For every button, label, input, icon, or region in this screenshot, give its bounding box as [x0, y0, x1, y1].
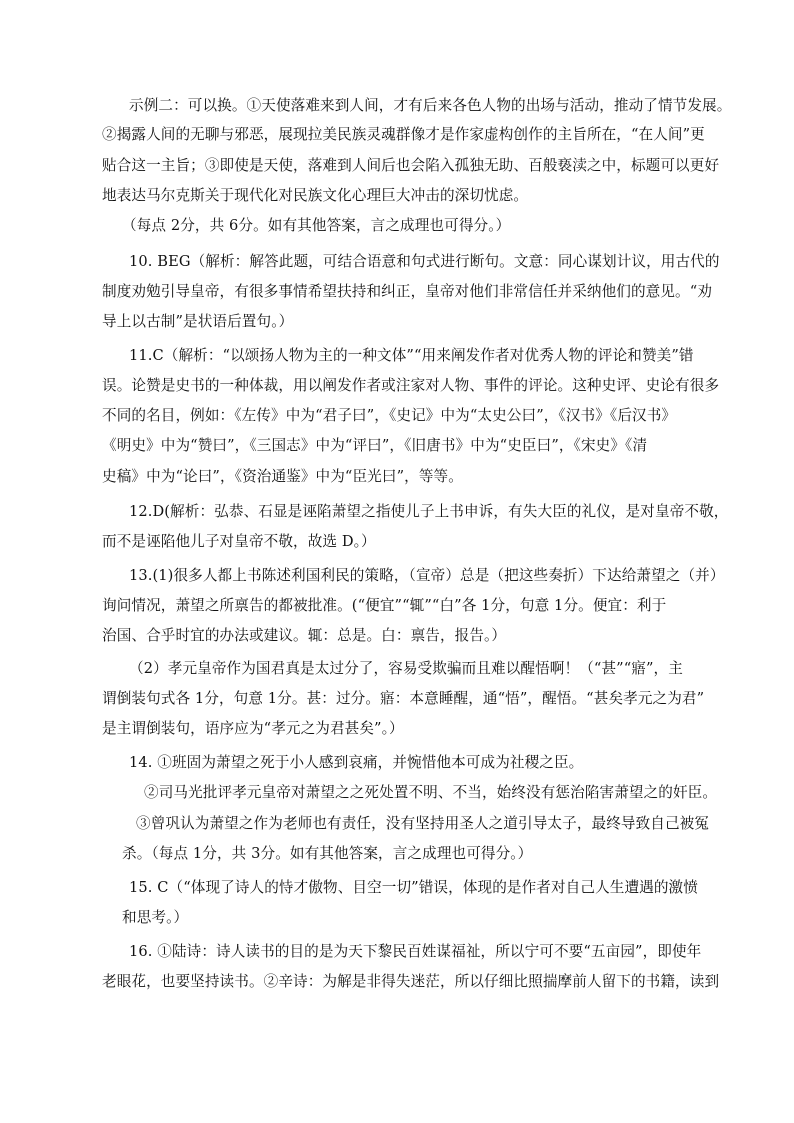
text-line: 16. ①陆诗：诗人读书的目的是为天下黎民百姓谋福祉，所以宁可不要“五亩园”，即使年: [129, 943, 702, 960]
text-line: 谓倒装句式各 1分，句意 1分。甚：过分。寤：本意睡醒，通“悟”，醒悟。“甚矣孝元之为君”: [102, 690, 705, 707]
text-line: 地表达马尔克斯关于现代化对民族文化心理巨大冲击的深切忧虑。: [102, 187, 529, 204]
text-line: 不同的名目，例如：《左传》中为“君子曰”，《史记》中为“太史公曰”，《汉书》《后汉书》: [102, 407, 677, 424]
text-line: 11.C（解析：“以颂扬人物为主的一种文体”“用来阐发作者对优秀人物的评论和赞美”错: [129, 347, 694, 364]
text-line: ②司马光批评孝元皇帝对萧望之之死处置不明、不当，始终没有惩治陷害萧望之的奸臣。: [144, 784, 718, 801]
text-line: 制度劝勉引导皇帝，有很多事情希望扶持和纠正，皇帝对他们非常信任并采纳他们的意见。“劝: [102, 283, 713, 300]
text-line: 14. ①班固为萧望之死于小人感到哀痛，并惋惜他本可成为社稷之臣。: [129, 754, 584, 771]
text-line: 导上以古制”是状语后置句。）: [102, 313, 294, 330]
text-line: 史稿》中为“论曰”，《资治通鉴》中为“臣光曰”，等等。: [102, 468, 463, 485]
text-line: ③曾巩认为萧望之作为老师也有责任，没有坚持用圣人之道引导太子，最终导致自己被冤: [136, 815, 710, 832]
text-line: 杀。（每点 1分，共 3分。如有其他答案，言之成理也可得分。）: [122, 845, 533, 862]
text-line: 10. BEG（解析：解答此题，可结合语意和句式进行断句。文意：同心谋划计议，用古代的: [129, 253, 720, 270]
text-line: （2）孝元皇帝作为国君真是太过分了，容易受欺骗而且难以醒悟啊！（“甚”“寤”，主: [129, 660, 683, 677]
text-line: 误。论赞是史书的一种体裁，用以阐发作者或注家对人物、事件的评论。这种史评、史论有很多: [102, 377, 720, 394]
text-line: （每点 2分，共 6分。如有其他答案，言之成理也可得分。）: [122, 217, 511, 234]
text-line: 13.(1)很多人都上书陈述利国利民的策略，（宣帝）总是（把这些奏折）下达给萧望之（并）: [129, 567, 725, 584]
text-line: 和思考。）: [122, 909, 189, 926]
text-line: 15. C（“体现了诗人的恃才傲物、目空一切”错误，体现的是作者对自己人生遭遇的激愤: [129, 879, 698, 896]
text-line: 而不是诬陷他儿子对皇帝不敬，故选 D。）: [102, 533, 376, 550]
text-line: ②揭露人间的无聊与邪恶，展现拉美民族灵魂群像才是作家虚构创作的主旨所在，“在人间”更: [102, 126, 705, 143]
text-line: 是主谓倒装句，语序应为“孝元之为君甚矣”。）: [102, 720, 404, 737]
text-line: 示例二：可以换。①天使落难来到人间，才有后来各色人物的出场与活动，推动了情节发展。: [129, 97, 732, 114]
text-line: 治国、合乎时宜的办法或建议。辄：总是。白：禀告，报告。）: [102, 627, 507, 644]
text-line: 询问情况，萧望之所禀告的都被批准。(“便宜”“辄”“白”各 1分，句意 1分。便宜：利于: [102, 597, 667, 614]
text-line: 《明史》中为“赞曰”，《三国志》中为“评曰”，《旧唐书》中为“史臣曰”，《宋史》《清: [102, 437, 648, 454]
text-line: 老眼花，也要坚持读书。②辛诗：为解是非得失迷茫，所以仔细比照揣摩前人留下的书籍，读到: [102, 973, 720, 990]
text-line: 贴合这一主旨；③即使是天使，落难到人间后也会陷入孤独无助、百般亵渎之中，标题可以更好: [102, 157, 720, 174]
text-line: 12.D(解析：弘恭、石显是诬陷萧望之指使儿子上书申诉，有失大臣的礼仪，是对皇帝不敬，: [129, 503, 729, 520]
